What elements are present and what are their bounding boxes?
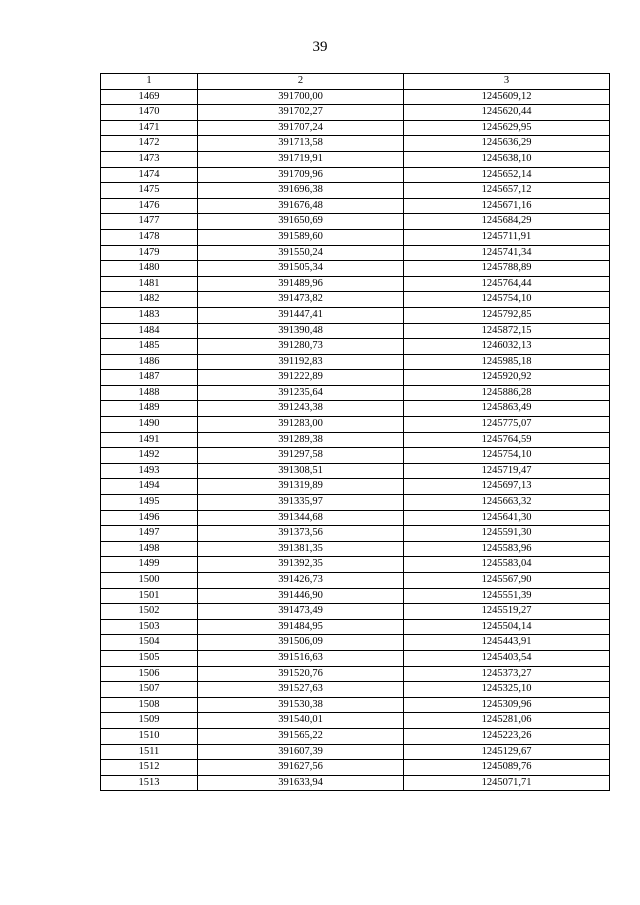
x-coordinate-cell: 391289,38	[198, 432, 404, 448]
x-coordinate-cell: 391235,64	[198, 385, 404, 401]
x-coordinate-cell: 391700,00	[198, 89, 404, 105]
y-coordinate-cell: 1245373,27	[404, 666, 610, 682]
point-number-cell: 1500	[101, 573, 198, 589]
y-coordinate-cell: 1245788,89	[404, 261, 610, 277]
point-number-cell: 1481	[101, 276, 198, 292]
table-row	[101, 713, 610, 729]
x-coordinate-cell: 391530,38	[198, 697, 404, 713]
point-number-cell: 1505	[101, 650, 198, 666]
x-coordinate-cell: 391713,58	[198, 136, 404, 152]
y-coordinate-cell: 1245775,07	[404, 417, 610, 433]
x-coordinate-cell: 391446,90	[198, 588, 404, 604]
x-coordinate-cell: 391702,27	[198, 105, 404, 121]
x-coordinate-cell: 391280,73	[198, 339, 404, 355]
table-row	[101, 292, 610, 308]
table-row	[101, 245, 610, 261]
table-row	[101, 307, 610, 323]
table-row	[101, 744, 610, 760]
x-coordinate-cell: 391489,96	[198, 276, 404, 292]
table-row	[101, 229, 610, 245]
column-header-2: 2	[198, 74, 404, 90]
y-coordinate-cell: 1245764,59	[404, 432, 610, 448]
point-number-cell: 1493	[101, 463, 198, 479]
point-number-cell: 1474	[101, 167, 198, 183]
y-coordinate-cell: 1245641,30	[404, 510, 610, 526]
table-row	[101, 650, 610, 666]
x-coordinate-cell: 391283,00	[198, 417, 404, 433]
point-number-cell: 1501	[101, 588, 198, 604]
x-coordinate-cell: 391676,48	[198, 198, 404, 214]
column-header-3: 3	[404, 74, 610, 90]
y-coordinate-cell: 1245309,96	[404, 697, 610, 713]
y-coordinate-cell: 1245223,26	[404, 728, 610, 744]
point-number-cell: 1496	[101, 510, 198, 526]
table-row	[101, 479, 610, 495]
table-row	[101, 167, 610, 183]
table-row	[101, 588, 610, 604]
point-number-cell: 1511	[101, 744, 198, 760]
point-number-cell: 1477	[101, 214, 198, 230]
point-number-cell: 1487	[101, 370, 198, 386]
table-row	[101, 136, 610, 152]
y-coordinate-cell: 1245519,27	[404, 604, 610, 620]
x-coordinate-cell: 391565,22	[198, 728, 404, 744]
table-row	[101, 510, 610, 526]
table-row	[101, 385, 610, 401]
y-coordinate-cell: 1245281,06	[404, 713, 610, 729]
point-number-cell: 1502	[101, 604, 198, 620]
y-coordinate-cell: 1245567,90	[404, 573, 610, 589]
x-coordinate-cell: 391484,95	[198, 619, 404, 635]
point-number-cell: 1492	[101, 448, 198, 464]
table-row	[101, 448, 610, 464]
table-row	[101, 120, 610, 136]
point-number-cell: 1495	[101, 495, 198, 511]
table-row	[101, 526, 610, 542]
y-coordinate-cell: 1245089,76	[404, 760, 610, 776]
x-coordinate-cell: 391192,83	[198, 354, 404, 370]
y-coordinate-cell: 1245920,92	[404, 370, 610, 386]
x-coordinate-cell: 391527,63	[198, 682, 404, 698]
x-coordinate-cell: 391473,82	[198, 292, 404, 308]
y-coordinate-cell: 1245609,12	[404, 89, 610, 105]
x-coordinate-cell: 391540,01	[198, 713, 404, 729]
y-coordinate-cell: 1245886,28	[404, 385, 610, 401]
y-coordinate-cell: 1245764,44	[404, 276, 610, 292]
point-number-cell: 1513	[101, 775, 198, 791]
y-coordinate-cell: 1245697,13	[404, 479, 610, 495]
table-row	[101, 775, 610, 791]
coordinates-table	[100, 73, 610, 791]
y-coordinate-cell: 1245754,10	[404, 292, 610, 308]
point-number-cell: 1491	[101, 432, 198, 448]
x-coordinate-cell: 391344,68	[198, 510, 404, 526]
y-coordinate-cell: 1245657,12	[404, 183, 610, 199]
y-coordinate-cell: 1245443,91	[404, 635, 610, 651]
table-row	[101, 354, 610, 370]
x-coordinate-cell: 391392,35	[198, 557, 404, 573]
y-coordinate-cell: 1245863,49	[404, 401, 610, 417]
y-coordinate-cell: 1245583,96	[404, 541, 610, 557]
x-coordinate-cell: 391373,56	[198, 526, 404, 542]
point-number-cell: 1504	[101, 635, 198, 651]
x-coordinate-cell: 391319,89	[198, 479, 404, 495]
x-coordinate-cell: 391506,09	[198, 635, 404, 651]
x-coordinate-cell: 391607,39	[198, 744, 404, 760]
point-number-cell: 1482	[101, 292, 198, 308]
y-coordinate-cell: 1245071,71	[404, 775, 610, 791]
table-body	[101, 89, 610, 791]
table-row	[101, 666, 610, 682]
point-number-cell: 1497	[101, 526, 198, 542]
x-coordinate-cell: 391550,24	[198, 245, 404, 261]
point-number-cell: 1469	[101, 89, 198, 105]
table-row	[101, 89, 610, 105]
table-row	[101, 682, 610, 698]
table-row	[101, 463, 610, 479]
point-number-cell: 1484	[101, 323, 198, 339]
point-number-cell: 1473	[101, 151, 198, 167]
point-number-cell: 1470	[101, 105, 198, 121]
y-coordinate-cell: 1245792,85	[404, 307, 610, 323]
table-row	[101, 323, 610, 339]
table-row	[101, 619, 610, 635]
y-coordinate-cell: 1245551,39	[404, 588, 610, 604]
table-row	[101, 417, 610, 433]
table-row	[101, 495, 610, 511]
point-number-cell: 1512	[101, 760, 198, 776]
y-coordinate-cell: 1245636,29	[404, 136, 610, 152]
table-row	[101, 198, 610, 214]
x-coordinate-cell: 391381,35	[198, 541, 404, 557]
y-coordinate-cell: 1245620,44	[404, 105, 610, 121]
x-coordinate-cell: 391473,49	[198, 604, 404, 620]
point-number-cell: 1483	[101, 307, 198, 323]
y-coordinate-cell: 1245663,32	[404, 495, 610, 511]
x-coordinate-cell: 391335,97	[198, 495, 404, 511]
y-coordinate-cell: 1245638,10	[404, 151, 610, 167]
table-row	[101, 105, 610, 121]
x-coordinate-cell: 391719,91	[198, 151, 404, 167]
point-number-cell: 1486	[101, 354, 198, 370]
page-number: 39	[312, 39, 328, 55]
x-coordinate-cell: 391709,96	[198, 167, 404, 183]
table-row	[101, 541, 610, 557]
x-coordinate-cell: 391633,94	[198, 775, 404, 791]
point-number-cell: 1471	[101, 120, 198, 136]
point-number-cell: 1476	[101, 198, 198, 214]
y-coordinate-cell: 1245504,14	[404, 619, 610, 635]
table-row	[101, 370, 610, 386]
x-coordinate-cell: 391520,76	[198, 666, 404, 682]
point-number-cell: 1510	[101, 728, 198, 744]
table-row	[101, 183, 610, 199]
point-number-cell: 1509	[101, 713, 198, 729]
table-row	[101, 697, 610, 713]
point-number-cell: 1489	[101, 401, 198, 417]
x-coordinate-cell: 391222,89	[198, 370, 404, 386]
y-coordinate-cell: 1245754,10	[404, 448, 610, 464]
table-row	[101, 261, 610, 277]
y-coordinate-cell: 1245711,91	[404, 229, 610, 245]
y-coordinate-cell: 1245652,14	[404, 167, 610, 183]
table-row	[101, 760, 610, 776]
y-coordinate-cell: 1245671,16	[404, 198, 610, 214]
table-row	[101, 573, 610, 589]
y-coordinate-cell: 1245741,34	[404, 245, 610, 261]
point-number-cell: 1472	[101, 136, 198, 152]
table-row	[101, 604, 610, 620]
x-coordinate-cell: 391390,48	[198, 323, 404, 339]
x-coordinate-cell: 391516,63	[198, 650, 404, 666]
x-coordinate-cell: 391707,24	[198, 120, 404, 136]
y-coordinate-cell: 1245872,15	[404, 323, 610, 339]
y-coordinate-cell: 1245719,47	[404, 463, 610, 479]
x-coordinate-cell: 391426,73	[198, 573, 404, 589]
y-coordinate-cell: 1245325,10	[404, 682, 610, 698]
header-row	[101, 74, 610, 90]
x-coordinate-cell: 391696,38	[198, 183, 404, 199]
y-coordinate-cell: 1245985,18	[404, 354, 610, 370]
y-coordinate-cell: 1245583,04	[404, 557, 610, 573]
table-row	[101, 339, 610, 355]
point-number-cell: 1488	[101, 385, 198, 401]
table-row	[101, 635, 610, 651]
table-row	[101, 401, 610, 417]
x-coordinate-cell: 391505,34	[198, 261, 404, 277]
x-coordinate-cell: 391447,41	[198, 307, 404, 323]
table-row	[101, 728, 610, 744]
table-row	[101, 214, 610, 230]
x-coordinate-cell: 391589,60	[198, 229, 404, 245]
column-header-1: 1	[101, 74, 198, 90]
point-number-cell: 1480	[101, 261, 198, 277]
point-number-cell: 1475	[101, 183, 198, 199]
y-coordinate-cell: 1245684,29	[404, 214, 610, 230]
y-coordinate-cell: 1245129,67	[404, 744, 610, 760]
x-coordinate-cell: 391650,69	[198, 214, 404, 230]
point-number-cell: 1507	[101, 682, 198, 698]
x-coordinate-cell: 391627,56	[198, 760, 404, 776]
point-number-cell: 1494	[101, 479, 198, 495]
table-row	[101, 557, 610, 573]
point-number-cell: 1506	[101, 666, 198, 682]
table-header	[101, 74, 610, 90]
point-number-cell: 1498	[101, 541, 198, 557]
table-row	[101, 432, 610, 448]
y-coordinate-cell: 1245629,95	[404, 120, 610, 136]
table-row	[101, 151, 610, 167]
point-number-cell: 1508	[101, 697, 198, 713]
y-coordinate-cell: 1245591,30	[404, 526, 610, 542]
point-number-cell: 1503	[101, 619, 198, 635]
point-number-cell: 1479	[101, 245, 198, 261]
table-row	[101, 276, 610, 292]
x-coordinate-cell: 391297,58	[198, 448, 404, 464]
y-coordinate-cell: 1245403,54	[404, 650, 610, 666]
x-coordinate-cell: 391243,38	[198, 401, 404, 417]
point-number-cell: 1478	[101, 229, 198, 245]
point-number-cell: 1490	[101, 417, 198, 433]
point-number-cell: 1485	[101, 339, 198, 355]
point-number-cell: 1499	[101, 557, 198, 573]
x-coordinate-cell: 391308,51	[198, 463, 404, 479]
y-coordinate-cell: 1246032,13	[404, 339, 610, 355]
